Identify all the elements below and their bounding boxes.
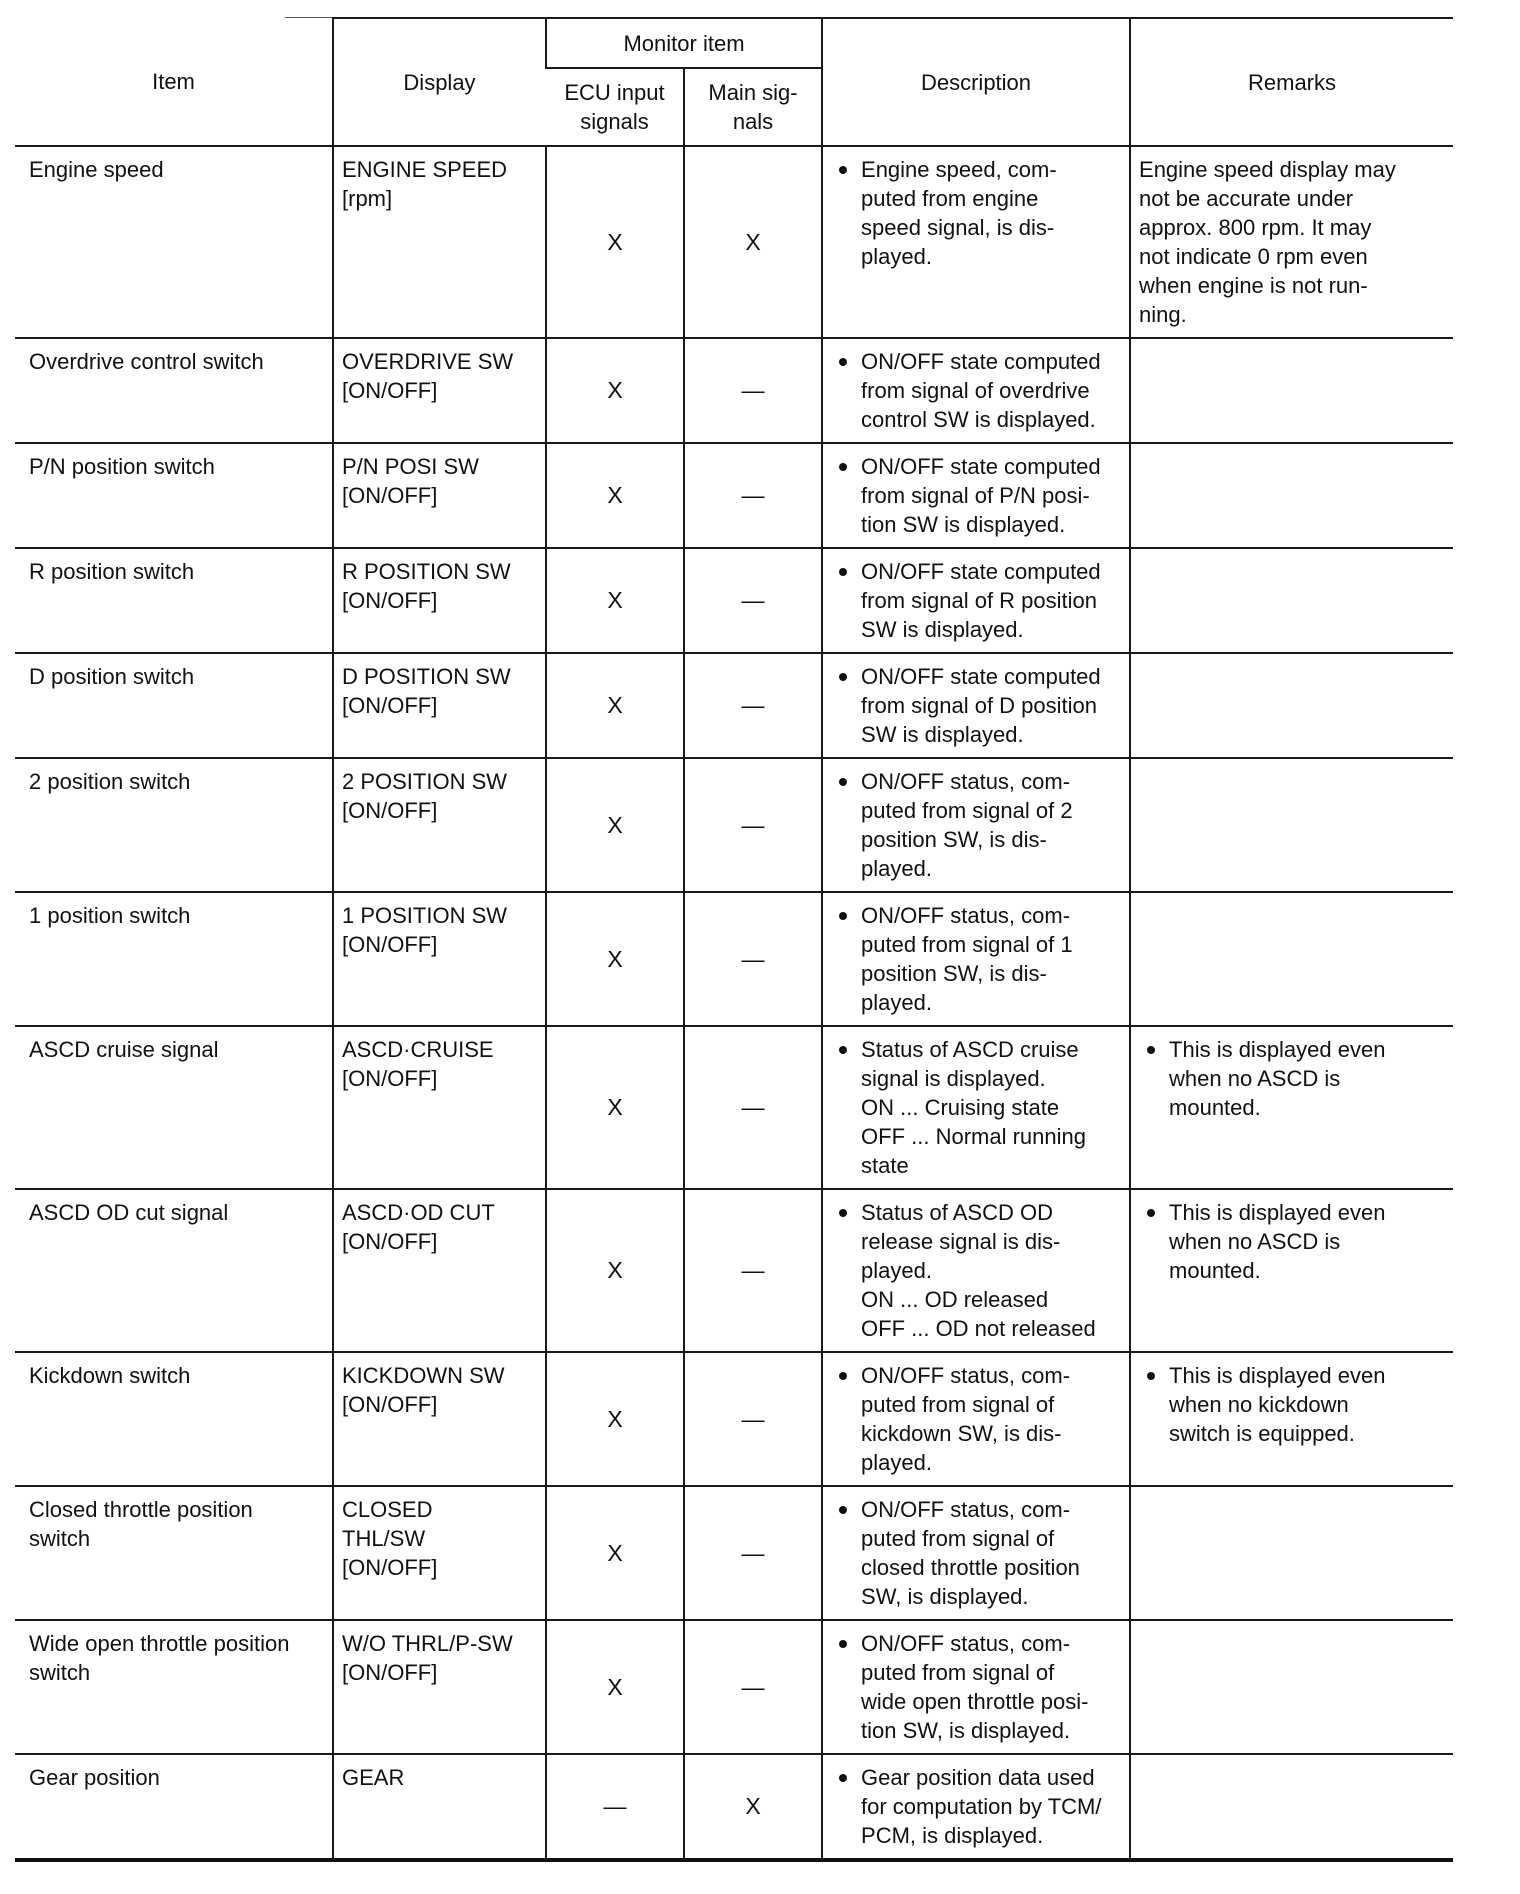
description-text: ON/OFF status, com- puted from signal of 2 position SW, is dis- played. — [861, 769, 1073, 881]
description-cell — [822, 146, 1130, 338]
main-signal-mark-cell — [684, 443, 822, 548]
ecu-input-mark-cell — [546, 338, 684, 443]
table-row — [15, 1486, 1453, 1620]
header-item: Item — [152, 69, 195, 94]
display-cell — [333, 1352, 546, 1486]
item-text: 1 position switch — [29, 903, 191, 928]
remarks-text: This is displayed even when no kickdown switch is equipped. — [1169, 1363, 1386, 1446]
item-cell — [15, 758, 333, 892]
ecu-input-mark-cell — [546, 146, 684, 338]
header-ecu-input-signals: ECU input signals — [546, 68, 684, 146]
main-signal-mark: — — [741, 1673, 765, 1700]
ecu-input-mark: X — [607, 587, 623, 613]
remarks-cell — [1130, 653, 1453, 758]
ecu-input-mark-cell — [546, 758, 684, 892]
ecu-input-mark: X — [607, 1539, 623, 1566]
main-signal-mark-cell — [684, 1189, 822, 1352]
item-cell — [15, 338, 333, 443]
item-text: 2 position switch — [29, 769, 191, 794]
display-cell — [333, 653, 546, 758]
bullet-dot-icon — [839, 463, 847, 471]
main-signal-mark: — — [741, 945, 765, 972]
description-bullet — [831, 347, 1121, 434]
display-cell — [333, 1620, 546, 1754]
display-cell — [333, 548, 546, 653]
display-text: R POSITION SW [ON/OFF] — [342, 559, 511, 613]
table-row — [15, 548, 1453, 653]
display-text: W/O THRL/P-SW [ON/OFF] — [342, 1631, 513, 1685]
description-bullet — [831, 1198, 1121, 1343]
main-signal-mark: — — [741, 1094, 765, 1120]
ecu-input-mark: X — [607, 811, 623, 838]
main-signal-mark-cell — [684, 1754, 822, 1860]
item-cell — [15, 892, 333, 1026]
main-signal-mark-cell — [684, 1352, 822, 1486]
remarks-text: This is displayed even when no ASCD is mounted. — [1169, 1037, 1386, 1120]
ecu-input-mark-cell — [546, 653, 684, 758]
description-bullet — [831, 1763, 1121, 1850]
ecu-input-mark-cell — [546, 1352, 684, 1486]
description-cell — [822, 1189, 1130, 1352]
item-cell — [15, 443, 333, 548]
table-row — [15, 1352, 1453, 1486]
remarks-text: Engine speed display may not be accurate under approx. 800 rpm. It may not indicate 0 rpm even when engine is not run- ning. — [1139, 157, 1396, 327]
description-cell — [822, 548, 1130, 653]
description-cell — [822, 1486, 1130, 1620]
bullet-dot-icon — [1147, 1209, 1155, 1217]
description-cell — [822, 653, 1130, 758]
main-signal-mark: — — [741, 587, 765, 613]
item-text: R position switch — [29, 559, 195, 584]
ecu-input-mark-cell — [546, 892, 684, 1026]
bullet-dot-icon — [839, 1209, 847, 1217]
display-text: KICKDOWN SW [ON/OFF] — [342, 1363, 505, 1417]
table-row — [15, 892, 1453, 1026]
item-cell — [15, 1352, 333, 1486]
main-signal-mark: X — [745, 228, 761, 255]
ecu-input-mark: X — [607, 228, 623, 255]
description-bullet — [831, 452, 1121, 539]
description-cell — [822, 892, 1130, 1026]
description-text: ON/OFF state computed from signal of D position SW is displayed. — [861, 664, 1101, 747]
display-cell — [333, 1754, 546, 1860]
item-text: D position switch — [29, 664, 195, 689]
table-row — [15, 146, 1453, 338]
item-text: ASCD cruise signal — [29, 1037, 219, 1062]
table-header — [15, 18, 1453, 146]
description-cell — [822, 338, 1130, 443]
main-signal-mark: — — [741, 692, 765, 718]
item-cell — [15, 1189, 333, 1352]
ecu-input-mark-cell — [546, 1754, 684, 1860]
header-description: Description — [822, 18, 1130, 146]
bullet-dot-icon — [1147, 1046, 1155, 1054]
main-signal-mark-cell — [684, 758, 822, 892]
ecu-input-mark: X — [607, 692, 623, 718]
ecu-input-mark-cell — [546, 443, 684, 548]
item-cell — [15, 1026, 333, 1189]
item-text: Kickdown switch — [29, 1363, 191, 1388]
display-cell — [333, 1189, 546, 1352]
display-text: CLOSED THL/SW [ON/OFF] — [342, 1497, 438, 1580]
remarks-bullet — [1139, 1035, 1445, 1122]
ecu-input-mark: X — [607, 1257, 623, 1283]
description-bullet — [831, 662, 1121, 749]
remarks-cell — [1130, 1026, 1453, 1189]
description-bullet — [831, 1495, 1121, 1611]
main-signal-mark-cell — [684, 338, 822, 443]
bullet-dot-icon — [839, 358, 847, 366]
display-cell — [333, 758, 546, 892]
ecu-input-mark-cell — [546, 1026, 684, 1189]
description-text: ON/OFF state computed from signal of R position SW is displayed. — [861, 559, 1101, 642]
description-cell — [822, 1026, 1130, 1189]
display-cell — [333, 146, 546, 338]
display-cell — [333, 892, 546, 1026]
item-text: P/N position switch — [29, 454, 215, 479]
item-text: ASCD OD cut signal — [29, 1200, 229, 1225]
display-text: ASCD·CRUISE [ON/OFF] — [342, 1037, 494, 1091]
remarks-cell — [1130, 1486, 1453, 1620]
description-text: ON/OFF status, com- puted from signal of closed throttle position SW, is displayed. — [861, 1497, 1080, 1609]
display-text: P/N POSI SW [ON/OFF] — [342, 454, 479, 508]
display-text: 1 POSITION SW [ON/OFF] — [342, 903, 508, 957]
ecu-input-mark-cell — [546, 1486, 684, 1620]
bullet-dot-icon — [839, 1774, 847, 1782]
remarks-cell — [1130, 338, 1453, 443]
table-row — [15, 1620, 1453, 1754]
table-row — [15, 653, 1453, 758]
remarks-cell — [1130, 1352, 1453, 1486]
main-signal-mark: — — [741, 377, 765, 403]
table-row — [15, 1026, 1453, 1189]
remarks-bullet — [1139, 1198, 1445, 1285]
description-text: Status of ASCD cruise signal is displayed. ON ... Cruising state OFF ... Normal running state — [861, 1037, 1086, 1178]
item-text: Overdrive control switch — [29, 349, 264, 374]
bullet-dot-icon — [839, 912, 847, 920]
ecu-input-mark: X — [607, 482, 623, 508]
bullet-dot-icon — [839, 1046, 847, 1054]
ecu-input-mark: X — [607, 1673, 623, 1700]
ecu-input-mark: X — [607, 945, 623, 972]
bullet-dot-icon — [839, 1506, 847, 1514]
description-text: Status of ASCD OD release signal is dis- played. ON ... OD released OFF ... OD not released — [861, 1200, 1096, 1341]
ecu-input-mark: X — [607, 1094, 623, 1120]
ecu-input-mark: X — [607, 1405, 623, 1432]
display-text: 2 POSITION SW [ON/OFF] — [342, 769, 508, 823]
display-text: OVERDRIVE SW [ON/OFF] — [342, 349, 514, 403]
description-cell — [822, 1754, 1130, 1860]
item-cell — [15, 548, 333, 653]
description-cell — [822, 1352, 1130, 1486]
main-signal-mark: — — [741, 482, 765, 508]
item-cell — [15, 146, 333, 338]
main-signal-mark: — — [741, 1539, 765, 1566]
table-row — [15, 1189, 1453, 1352]
description-bullet — [831, 901, 1121, 1017]
table-row — [15, 758, 1453, 892]
description-cell — [822, 1620, 1130, 1754]
header-remarks: Remarks — [1130, 18, 1453, 146]
description-cell — [822, 758, 1130, 892]
bullet-dot-icon — [839, 166, 847, 174]
main-signal-mark: — — [741, 1257, 765, 1283]
bullet-dot-icon — [839, 1372, 847, 1380]
display-cell — [333, 1026, 546, 1189]
item-text: Wide open throttle position switch — [29, 1631, 290, 1685]
description-bullet — [831, 767, 1121, 883]
main-signal-mark: — — [741, 1405, 765, 1432]
main-signal-mark-cell — [684, 1026, 822, 1189]
remarks-cell — [1130, 146, 1453, 338]
ecu-input-mark-cell — [546, 1189, 684, 1352]
display-cell — [333, 338, 546, 443]
header-main-signals: Main sig- nals — [684, 68, 822, 146]
description-text: Gear position data used for computation by TCM/ PCM, is displayed. — [861, 1765, 1102, 1848]
main-signal-mark-cell — [684, 548, 822, 653]
display-text: GEAR — [342, 1765, 405, 1790]
main-signal-mark-cell — [684, 1620, 822, 1754]
bullet-dot-icon — [839, 778, 847, 786]
bullet-dot-icon — [839, 1640, 847, 1648]
monitor-item-table — [15, 17, 1453, 1862]
ecu-input-mark-cell — [546, 1620, 684, 1754]
item-text: Closed throttle position switch — [29, 1497, 253, 1551]
item-cell — [15, 653, 333, 758]
description-text: ON/OFF status, com- puted from signal of kickdown SW, is dis- played. — [861, 1363, 1071, 1475]
main-signal-mark-cell — [684, 653, 822, 758]
display-text: D POSITION SW [ON/OFF] — [342, 664, 511, 718]
bullet-dot-icon — [1147, 1372, 1155, 1380]
remarks-bullet — [1139, 1361, 1445, 1448]
description-text: ON/OFF status, com- puted from signal of 1 position SW, is dis- played. — [861, 903, 1073, 1015]
item-cell — [15, 1620, 333, 1754]
description-bullet — [831, 155, 1121, 271]
main-signal-mark-cell — [684, 892, 822, 1026]
description-text: ON/OFF state computed from signal of overdrive control SW is displayed. — [861, 349, 1101, 432]
main-signal-mark-cell — [684, 146, 822, 338]
description-bullet — [831, 1361, 1121, 1477]
main-signal-mark-cell — [684, 1486, 822, 1620]
description-text: ON/OFF state computed from signal of P/N posi- tion SW is displayed. — [861, 454, 1101, 537]
description-text: ON/OFF status, com- puted from signal of wide open throttle posi- tion SW, is displayed. — [861, 1631, 1089, 1743]
description-text: Engine speed, com- puted from engine speed signal, is dis- played. — [861, 157, 1057, 269]
ecu-input-mark: — — [603, 1793, 627, 1819]
remarks-text: This is displayed even when no ASCD is mounted. — [1169, 1200, 1386, 1283]
remarks-cell — [1130, 892, 1453, 1026]
remarks-cell — [1130, 1620, 1453, 1754]
remarks-cell — [1130, 548, 1453, 653]
description-bullet — [831, 557, 1121, 644]
display-cell — [333, 443, 546, 548]
main-signal-mark: X — [745, 1793, 761, 1819]
bullet-dot-icon — [839, 673, 847, 681]
remarks-cell — [1130, 758, 1453, 892]
description-bullet — [831, 1629, 1121, 1745]
description-cell — [822, 443, 1130, 548]
remarks-cell — [1130, 443, 1453, 548]
main-signal-mark: — — [741, 811, 765, 838]
header-monitor-item: Monitor item — [546, 18, 822, 68]
table-body — [15, 146, 1453, 1860]
description-bullet — [831, 1035, 1121, 1180]
item-text: Engine speed — [29, 157, 164, 182]
item-text: Gear position — [29, 1765, 160, 1790]
item-cell — [15, 1754, 333, 1860]
ecu-input-mark-cell — [546, 548, 684, 653]
bullet-dot-icon — [839, 568, 847, 576]
item-cell — [15, 1486, 333, 1620]
table-row — [15, 443, 1453, 548]
remarks-cell — [1130, 1754, 1453, 1860]
table-row — [15, 1754, 1453, 1860]
display-text: ASCD·OD CUT [ON/OFF] — [342, 1200, 495, 1254]
display-cell — [333, 1486, 546, 1620]
header-display: Display — [333, 18, 546, 146]
table-row — [15, 338, 1453, 443]
remarks-cell — [1130, 1189, 1453, 1352]
ecu-input-mark: X — [607, 377, 623, 403]
display-text: ENGINE SPEED [rpm] — [342, 157, 508, 211]
